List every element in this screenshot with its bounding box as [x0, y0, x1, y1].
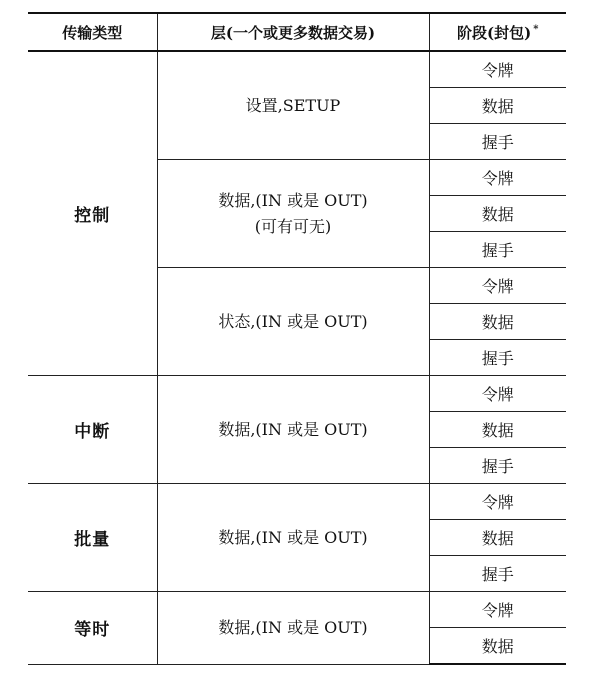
layer-text: 数据,(IN 或是 OUT) — [218, 190, 368, 210]
phase-cell: 令牌 — [429, 376, 566, 412]
layer-text: (可有可无) — [254, 216, 332, 236]
header-phase — [429, 13, 566, 51]
header-row — [28, 13, 566, 51]
table-row — [28, 592, 566, 628]
transfer-type-cell: 等时 — [28, 592, 157, 665]
phase-cell: 令牌 — [429, 592, 566, 628]
phase-cell: 令牌 — [429, 51, 566, 88]
layer-cell — [157, 160, 429, 268]
layer-cell — [157, 51, 429, 160]
phase-cell: 数据 — [429, 88, 566, 124]
phase-cell: 令牌 — [429, 484, 566, 520]
phase-cell: 握手 — [429, 232, 566, 268]
layer-cell — [157, 592, 429, 665]
phase-cell: 握手 — [429, 556, 566, 592]
layer-text: 设置,SETUP — [245, 95, 341, 115]
transfer-type-cell: 中断 — [28, 376, 157, 484]
layer-cell — [157, 376, 429, 484]
layer-text: 数据,(IN 或是 OUT) — [218, 419, 368, 439]
phase-cell: 数据 — [429, 520, 566, 556]
header-transfer-type: 传输类型 — [28, 13, 157, 51]
phase-cell: 数据 — [429, 412, 566, 448]
phase-cell: 握手 — [429, 124, 566, 160]
phase-cell: 数据 — [429, 628, 566, 665]
table-body — [28, 51, 566, 664]
transfer-type-cell: 控制 — [28, 51, 157, 376]
usb-transfer-table — [28, 12, 566, 665]
table-row — [28, 484, 566, 520]
header-layer: 层(一个或更多数据交易) — [157, 13, 429, 51]
phase-cell: 数据 — [429, 196, 566, 232]
transfer-type-cell: 批量 — [28, 484, 157, 592]
layer-text: 数据,(IN 或是 OUT) — [218, 527, 368, 547]
table-row — [28, 51, 566, 88]
table-row — [28, 376, 566, 412]
header-phase-label: 阶段(封包) — [457, 23, 532, 42]
phase-cell: 令牌 — [429, 160, 566, 196]
phase-cell: 握手 — [429, 340, 566, 376]
layer-text: 数据,(IN 或是 OUT) — [218, 617, 368, 637]
layer-cell — [157, 268, 429, 376]
phase-cell: 令牌 — [429, 268, 566, 304]
phase-cell: 数据 — [429, 304, 566, 340]
header-phase-footnote-mark: * — [533, 23, 539, 35]
layer-text: 状态,(IN 或是 OUT) — [218, 311, 368, 331]
phase-cell: 握手 — [429, 448, 566, 484]
layer-cell — [157, 484, 429, 592]
